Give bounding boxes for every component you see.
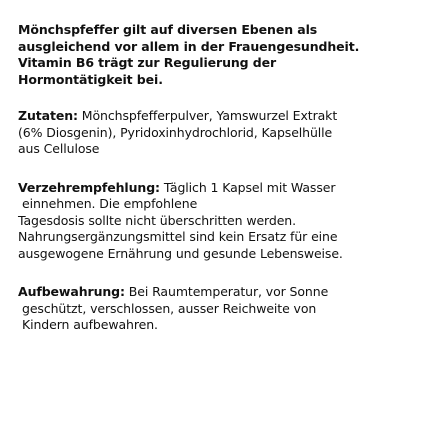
storage-line-2: geschützt, verschlossen, ausser Reichweite von	[22, 300, 317, 316]
intro-paragraph	[18, 22, 426, 88]
ingredients-line-3: aus Cellulose	[18, 141, 100, 156]
storage-line-1: Bei Raumtemperatur, vor Sonne	[124, 284, 329, 299]
dosage-first-line	[18, 180, 426, 197]
dosage-label: Verzehrempfehlung:	[18, 179, 160, 195]
dosage-line-4: Nahrungsergänzungsmittel sind kein Ersatz für eine	[18, 229, 338, 244]
dosage-line-2: einnehmen. Die empfohlene	[22, 196, 198, 211]
ingredients-line-1: Mönchspfefferpulver, Yamswurzel Extrakt	[77, 108, 338, 123]
storage-line-3: Kindern aufbewahren.	[22, 317, 158, 332]
dosage-line-5: ausgewogene Ernährung und gesunde Lebensweise.	[18, 245, 343, 261]
intro-line-3: Vitamin B6 trägt zur Regulierung der	[18, 55, 277, 70]
dosage-line-3: Tagesdosis sollte nicht überschritten werden.	[18, 212, 297, 228]
ingredients-label: Zutaten:	[18, 108, 78, 123]
storage-label: Aufbewahrung:	[18, 284, 125, 299]
storage-section	[18, 284, 426, 334]
dosage-section	[18, 180, 426, 263]
intro-line-2: ausgleichend vor allem in der Frauengesundheit.	[18, 38, 360, 54]
intro-line-4: Hormontätigkeit bei.	[18, 71, 163, 87]
ingredients-section	[18, 108, 426, 158]
ingredients-first-line	[18, 108, 426, 125]
ingredients-line-2: (6% Diosgenin), Pyridoxinhydrochlorid, Kapselhülle	[18, 124, 333, 140]
intro-line-1: Mönchspfeffer gilt auf diversen Ebenen als	[18, 22, 318, 37]
storage-first-line	[18, 284, 426, 301]
dosage-line-1: Täglich 1 Kapsel mit Wasser	[159, 179, 336, 195]
